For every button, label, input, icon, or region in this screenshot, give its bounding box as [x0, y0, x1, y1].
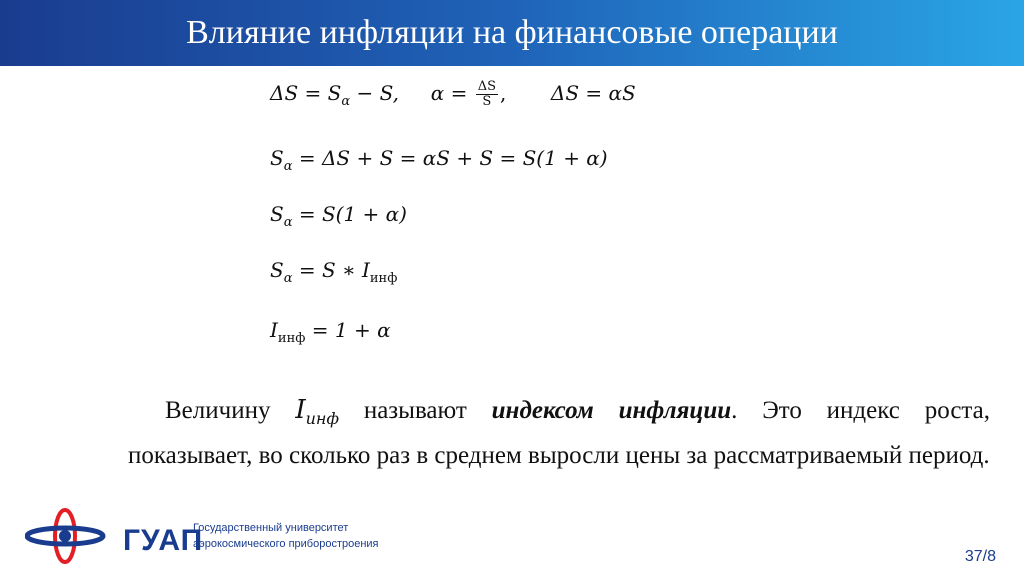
formula-line-2 — [270, 146, 608, 174]
formula-text: α = — [430, 81, 468, 105]
formula-text: S — [270, 202, 284, 226]
formula-sub: α — [341, 94, 351, 109]
logo-name: ГУАП — [123, 524, 204, 557]
formula-text: S — [270, 258, 284, 282]
symbol-I: I — [295, 395, 306, 425]
formula-text: , — [500, 81, 507, 105]
formula-sub: α — [283, 215, 293, 230]
logo-line-2: аэрокосмического приборостроения — [193, 538, 379, 550]
paragraph-text: называют — [338, 397, 492, 424]
formula-line-5 — [270, 318, 391, 346]
formula-text: ΔS = S — [270, 81, 342, 105]
formula-text: = 1 + α — [305, 318, 391, 342]
fraction-denominator: S — [482, 94, 492, 109]
formula-text: = S(1 + α) — [292, 202, 407, 226]
paragraph-text: . Это индекс роста, показывает, во сколько раз в среднем выросли цены за рассматриваемый период. — [128, 397, 990, 470]
guap-emblem-icon — [25, 508, 115, 564]
formula-sub: α — [283, 159, 293, 174]
logo-line-1: Государственный университет — [193, 522, 349, 534]
formula-text: S — [270, 146, 284, 170]
fraction — [476, 80, 498, 109]
formula-text: ΔS = αS — [550, 81, 636, 105]
guap-logo — [25, 508, 405, 564]
inflation-index-symbol — [295, 395, 339, 429]
formula-sub: α — [283, 271, 293, 286]
term-highlight: индексом инфляции — [491, 397, 732, 424]
slide-title: Влияние инфляции на финансовые операции — [186, 14, 838, 51]
symbol-sub: инф — [305, 409, 339, 429]
formula-line-4 — [270, 258, 397, 286]
page-number: 37/8 — [964, 548, 996, 565]
formula-block — [256, 66, 744, 366]
formula-sub: инф — [277, 331, 306, 346]
formula-text: − S, — [350, 81, 399, 105]
formula-line-3 — [270, 202, 407, 230]
formula-line-1 — [270, 80, 636, 109]
formula-text: I — [270, 318, 278, 342]
fraction-numerator: ΔS — [477, 79, 497, 94]
formula-text: = ΔS + S = αS + S = S(1 + α) — [292, 146, 608, 170]
definition-paragraph — [128, 392, 990, 474]
formula-text: = S ∗ I — [292, 258, 370, 282]
formula-sub: инф — [369, 271, 398, 286]
paragraph-text: Величину — [165, 397, 296, 424]
slide-header — [0, 0, 1024, 66]
